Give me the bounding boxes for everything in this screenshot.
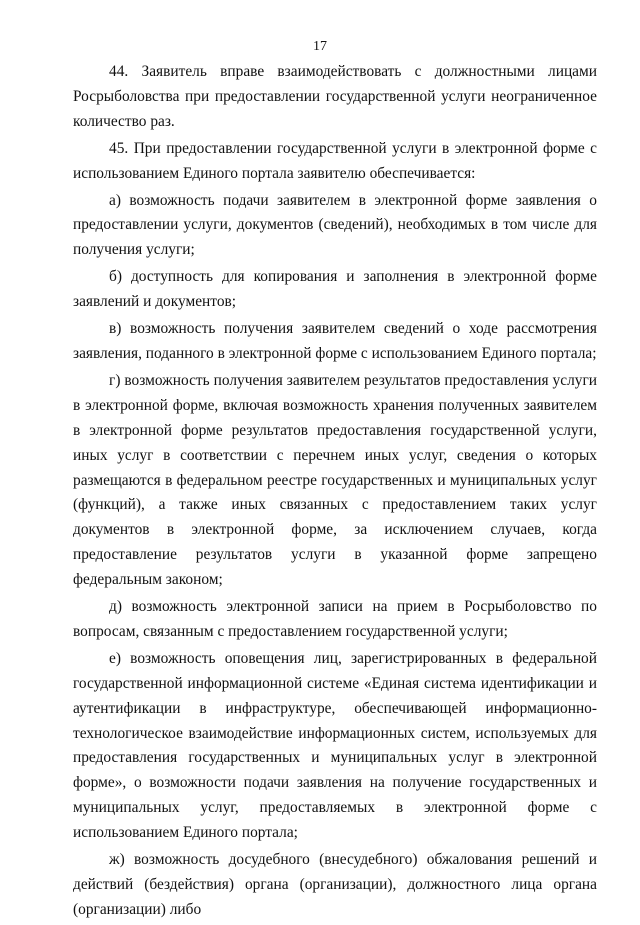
list-item-e: е) возможность оповещения лиц, зарегистрированных в федеральной государственной информационной системе «Единая система идентификации и аутентификации в инфраструктуре, обеспечивающей информационно-технологическое взаимодействие информационных систем, используемых для предоставления государственных и муниципальных услуг в электронной форме», о возможности подачи заявления на получение государственных и муниципальных услуг, предоставляемых в электронной форме с использованием Единого портала; — [73, 649, 597, 842]
list-item-a: а) возможность подачи заявителем в электронной форме заявления о предоставлении услуги, документов (сведений), необходимых в том числе для получения услуги; — [73, 191, 597, 259]
paragraph-44: 44. Заявитель вправе взаимодействовать с должностными лицами Росрыболовства при предоставлении государственной услуги неограниченное количество раз. — [73, 63, 597, 130]
list-item-b: б) доступность для копирования и заполнения в электронной форме заявлений и документов; — [73, 268, 597, 311]
list-item-zh: ж) возможность досудебного (внесудебного) обжалования решений и действий (бездействия) органа (организации), должностного лица органа (организации) либо — [73, 851, 597, 918]
list-item-g: г) возможность получения заявителем результатов предоставления услуги в электронной форме, включая возможность хранения полученных заявителем в электронной форме результатов предоставления государственной услуги, иных услуг в соответствии с перечнем иных услуг, сведения о которых размещаются в федеральном реестре государственных и муниципальных услуг (функций), а также иных связанных с предоставлением таких услуг документов в электронной форме, за исключением случаев, когда предоставление результатов услуги в указанной форме запрещено федеральным законом; — [73, 371, 597, 589]
document-body — [73, 60, 597, 925]
paragraph-45: 45. При предоставлении государственной услуги в электронной форме с использованием Единого портала заявителю обеспечивается: — [73, 139, 597, 182]
list-item-v: в) возможность получения заявителем сведений о ходе рассмотрения заявления, поданного в электронной форме с использованием Единого портала; — [73, 320, 597, 362]
list-item-d: д) возможность электронной записи на прием в Росрыболовство по вопросам, связанным с предоставлением государственной услуги; — [73, 598, 597, 640]
page-number: 17 — [313, 39, 327, 54]
